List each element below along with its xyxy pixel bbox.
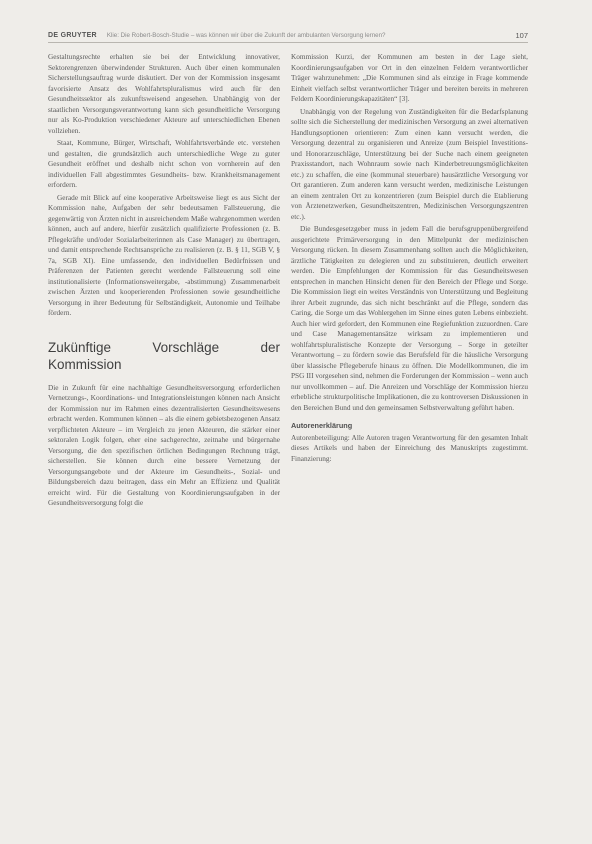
page-number: 107 (515, 30, 528, 40)
section-heading: Zukünftige Vorschläge der Kommission (48, 339, 280, 372)
subheading: Autorenerklärung (291, 421, 353, 430)
running-title: Klie: Die Robert-Bosch-Studie – was können wir über die Zukunft der ambulanten Versorgung lernen? (106, 31, 386, 39)
paragraph: Autorenbeteiligung: Alle Autoren tragen Verantwortung für den gesamten Inhalt dieses Artikels und haben der Einreichung des Manuskripts zugestimmt. Finanzierung: (291, 432, 528, 463)
paragraph: Unabhängig von der Regelung von Zuständigkeiten für die Bedarfsplanung sollte sich die Sicherstellung der medizinischen Versorgung an zwei alternativen Handlungsoptionen orientieren: Zum einen kann versucht werden, die Versorgung dezentral zu organisieren und Anreize (zum Beispiel Investitions- und Honorarzuschläge, Unterstützung bei der Suche nach einem geeigneten Praxisstandort, nach Wohnraum sowie nach Kinderbetreuungsmöglichkeiten etc.) zu schaffen, die eine (kommunal steuerbare) hausärztliche Versorgung vor Ort garantieren. Zum anderen kann versucht werden, medizinische Leistungen an einem zentralen Ort zu konzentrieren (zum Beispiel durch die Etablierung von Ärztenetzwerken, Gesundheitszentren, Medizinischen Versorgungszentren etc.). (291, 106, 528, 221)
paragraph: Die in Zukunft für eine nachhaltige Gesundheitsversorgung erforderlichen Vernetzungs-, Koordinations- und Integrationsleistungen können nach Ansicht der Kommission nur im Rahmen eines dezentralisierten Gesundheitswesens erbracht werden. Kommunen können – als die einem gebietsbezogenen Ansatz verpflichteten Akteure – im Vergleich zu jenen Akteuren, die stärker einer sektoralen Logik folgen, eher eine sachgerechte, zeitnahe und bürgernahe Versorgung, die den spezifischen örtlichen Bedingungen Rechnung trägt, sicherstellen. Sie können durch eine bessere Vernetzung der Versorgungsangebote und der Akteure im Gesundheits-, Sozial- und Bildungsbereich dazu beitragen, dass ein Mehr an Effizienz und Qualität erreicht wird. Für die Gestaltung von Koordinierungsaufgaben in der Gesundheitsversorgung folgt die (48, 382, 280, 507)
paragraph: Die Bundesgesetzgeber muss in jedem Fall die berufsgruppenübergreifend ausgerichtete Primärversorgung in den Mittelpunkt der medizinischen Versorgung rücken. In diesem Zusammenhang sollten auch die Möglichkeiten, ärztliche Tätigkeiten zu delegieren und zu substituieren, deutlich erweitert werden. Die Empfehlungen der Kommission für das Gesundheitswesen entsprechen in manchen Hinsicht denen für den Bereich der Pflege und Sorge. Die Kommission liegt ein weites Verständnis von Unterstützung und Begleitung ihrer Arbeit zugrunde, das sich nicht beschränkt auf die Pflege, sondern das Caring, die Sorge um das Wohlergehen im Sinne eines guten Lebens einbezieht. Auch hier wird gefordert, den Kommunen eine Regiefunktion zuzuordnen. Care und Case Managementansätze wirksam zu implementieren und wohlfahrtspluralistische Konzepte der Versorgung – Sorge in geteilter Verantwortung – zu fördern sowie das Berufsfeld für die häusliche Versorgung über klassische Pflegeberufe hinaus zu öffnen. Die Modellkommunen, die im PSG III vorgesehen sind, nehmen die Forderungen der Kommission – wenn auch nur unvollkommen – auf. Die Anreizen und Vorschläge der Kommission hierzu erhebliche strukturpolitische Implikationen, die zu kontroversen Diskussionen in den Bereichen Bund und den gemeinsamen Selbstverwaltung geführt haben. (291, 224, 528, 412)
publisher-name: DE GRUYTER (48, 31, 97, 39)
right-column (291, 52, 528, 466)
paragraph: Gestaltungsrechte erhalten sie bei der Entwicklung innovativer, Sektorengrenzen überwindender Strukturen. Auch über einen kommunalen Sicherstellungsauftrag wurde diskutiert. Der von der Kommission insgesamt favorisierte Ansatz des Wohlfahrtspluralismus wird auch für den Gesundheitssektor als zukunftsweisend angesehen. Unabhängig von der staatlichen Versorgungsverantwortung kann sich gesundheitliche Versorgung nur als Ko-Produktion verschiedener Akteure auf unterschiedlichen Ebenen vollziehen. (48, 52, 280, 135)
paragraph: Kommission Kurzi, der Kommunen am besten in der Lage sieht, Koordinierungsaufgaben vor Ort in den einzelnen Feldern verantwortlicher Träger wahrzunehmen: „Die Kommunen sind als einzige in Frage kommende Einheit vielfach selbst verantwortlicher Träger und bereiten bereits in mehreren Feldern Koordinierungskapazitäten“ [3]. (291, 52, 528, 103)
paragraph: Gerade mit Blick auf eine kooperative Arbeitsweise liegt es aus Sicht der Kommission nahe, Aufgaben der sehr bedeutsamen Fallsteuerung, die gegenwärtig von Ärzten nicht in ausreichendem Maße wahrgenommen werden können, auch auf andere, hierfür zusätzlich qualifizierte Professionen (z. B. Pflegekräfte und/oder Sozialarbeiterinnen als Case Manager) zu übertragen, und damit entsprechende Rechtsansprüche zu realisieren (z. B. § 11, SGB V, § 7a, SGB XI). Eine umfassende, den individuellen Bedürfnissen und Präferenzen der Patienten gerecht werdende Fallsteuerung soll eine institutionalisierte (Informationsweitergabe, -abstimmung) Zusammenarbeit zwischen Ärzten und kooperierenden Professionen sowie gesundheitliche Versorgung in ihrer Bedeutung für Selbständigkeit, Autonomie und Teilhabe fördern. (48, 192, 280, 317)
paragraph: Staat, Kommune, Bürger, Wirtschaft, Wohlfahrtsverbände etc. verstehen und gestalten, die grundsätzlich auch unterschiedliche Wege zu guter Gesundheit eröffnet und deshalb nicht schon von vornherein auf den individuellen Fall abgestimmtes Gesundheits- bzw. Krankheitsmanagement erfordern. (48, 138, 280, 189)
left-column (48, 52, 280, 511)
running-header (48, 28, 528, 43)
